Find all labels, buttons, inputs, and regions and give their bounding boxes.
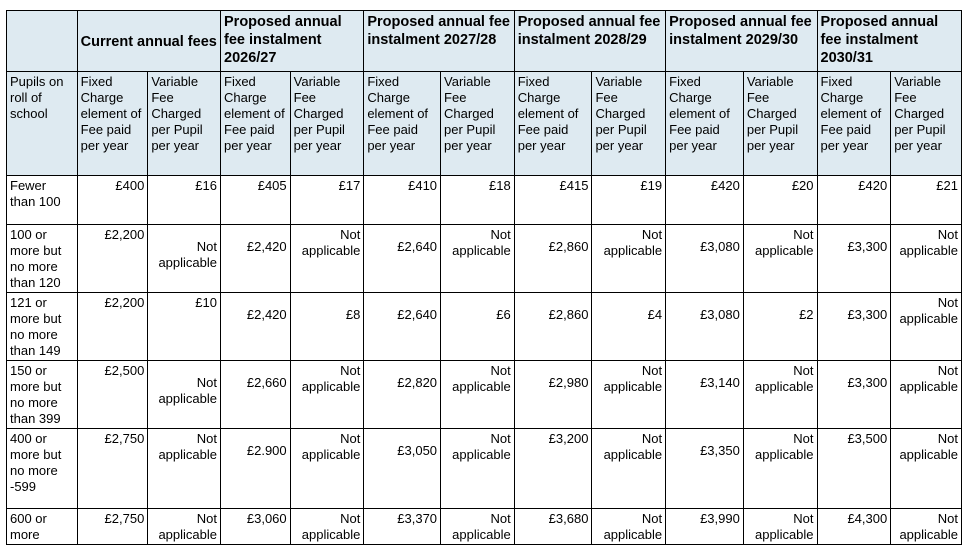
table-cell: £3,500 (817, 429, 891, 509)
table-cell: Not applicable (592, 509, 666, 545)
table-cell: Not applicable (148, 361, 221, 429)
table-cell: £3,680 (514, 509, 592, 545)
table-cell: Not applicable (290, 361, 364, 429)
table-cell: £2,980 (514, 361, 592, 429)
group-header-2030-31: Proposed annual fee instalment 2030/31 (817, 11, 961, 72)
table-cell: £3,060 (221, 509, 291, 545)
table-cell: £420 (817, 176, 891, 225)
variable-header-2026-27: Variable Fee Charged per Pupil per year (290, 72, 364, 176)
variable-header-2028-29: Variable Fee Charged per Pupil per year (592, 72, 666, 176)
table-cell: Not applicable (441, 509, 515, 545)
group-header-2028-29: Proposed annual fee instalment 2028/29 (514, 11, 665, 72)
table-cell: £3,050 (364, 429, 441, 509)
variable-header-2027-28: Variable Fee Charged per Pupil per year (441, 72, 515, 176)
table-cell: £2.900 (221, 429, 291, 509)
table-cell: £3,300 (817, 361, 891, 429)
table-cell: £400 (77, 176, 148, 225)
row-label: Fewer than 100 (7, 176, 78, 225)
table-cell: Not applicable (592, 429, 666, 509)
fixed-header-2030-31: Fixed Charge element of Fee paid per year (817, 72, 891, 176)
table-cell: £2,860 (514, 293, 592, 361)
table-cell: Not applicable (743, 429, 817, 509)
table-row (7, 361, 962, 429)
table-row (7, 176, 962, 225)
table-cell: £3,140 (666, 361, 744, 429)
table-cell: Not applicable (148, 225, 221, 293)
group-header-2027-28: Proposed annual fee instalment 2027/28 (364, 11, 514, 72)
table-cell: £3,200 (514, 429, 592, 509)
pupils-on-roll-header: Pupils on roll of school (7, 72, 78, 176)
variable-header-2030-31: Variable Fee Charged per Pupil per year (891, 72, 962, 176)
table-cell: £2,750 (77, 429, 148, 509)
table-cell: Not applicable (891, 293, 962, 361)
table-cell: Not applicable (891, 509, 962, 545)
variable-header-2029-30: Variable Fee Charged per Pupil per year (743, 72, 817, 176)
table-cell: Not applicable (743, 225, 817, 293)
table-cell: £2,820 (364, 361, 441, 429)
table-cell: Not applicable (290, 509, 364, 545)
current-variable-header: Variable Fee Charged per Pupil per year (148, 72, 221, 176)
table-cell: Not applicable (441, 225, 515, 293)
table-cell: £10 (148, 293, 221, 361)
table-row (7, 293, 962, 361)
table-cell: £2,640 (364, 293, 441, 361)
current-fixed-header: Fixed Charge element of Fee paid per year (77, 72, 148, 176)
table-cell: £2,420 (221, 293, 291, 361)
table-cell: £2,750 (77, 509, 148, 545)
fixed-header-2028-29: Fixed Charge element of Fee paid per year (514, 72, 592, 176)
table-cell: £20 (743, 176, 817, 225)
table-cell: £2,640 (364, 225, 441, 293)
corner-header-empty (7, 11, 78, 72)
table-cell: Not applicable (148, 509, 221, 545)
table-cell: £2,500 (77, 361, 148, 429)
table-cell: £410 (364, 176, 441, 225)
row-label: 121 or more but no more than 149 (7, 293, 78, 361)
group-header-2026-27: Proposed annual fee instalment 2026/27 (221, 11, 364, 72)
table-cell: £415 (514, 176, 592, 225)
fee-table (6, 10, 962, 545)
table-cell: £8 (290, 293, 364, 361)
group-header-current: Current annual fees (77, 11, 220, 72)
row-label: 400 or more but no more -599 (7, 429, 78, 509)
fixed-header-2026-27: Fixed Charge element of Fee paid per year (221, 72, 291, 176)
table-cell: £2,420 (221, 225, 291, 293)
table-cell: £3,990 (666, 509, 744, 545)
table-cell: Not applicable (290, 225, 364, 293)
table-cell: £17 (290, 176, 364, 225)
table-cell: £420 (666, 176, 744, 225)
table-cell: £4 (592, 293, 666, 361)
table-cell: £3,350 (666, 429, 744, 509)
table-cell: Not applicable (743, 361, 817, 429)
table-cell: Not applicable (891, 429, 962, 509)
table-cell: Not applicable (148, 429, 221, 509)
row-label: 150 or more but no more than 399 (7, 361, 78, 429)
table-cell: £21 (891, 176, 962, 225)
table-cell: Not applicable (891, 225, 962, 293)
table-cell: Not applicable (592, 361, 666, 429)
table-cell: £16 (148, 176, 221, 225)
table-cell: £3,080 (666, 293, 744, 361)
table-cell: £19 (592, 176, 666, 225)
table-cell: £3,370 (364, 509, 441, 545)
table-cell: £6 (441, 293, 515, 361)
table-row (7, 225, 962, 293)
table-cell: £3,080 (666, 225, 744, 293)
group-header-2029-30: Proposed annual fee instalment 2029/30 (666, 11, 817, 72)
table-row (7, 509, 962, 545)
table-cell: £2,200 (77, 225, 148, 293)
table-cell: £2 (743, 293, 817, 361)
table-cell: Not applicable (592, 225, 666, 293)
table-cell: Not applicable (441, 429, 515, 509)
row-label: 100 or more but no more than 120 (7, 225, 78, 293)
table-cell: £2,200 (77, 293, 148, 361)
table-row (7, 429, 962, 509)
table-cell: £2,660 (221, 361, 291, 429)
table-cell: Not applicable (290, 429, 364, 509)
table-cell: £3,300 (817, 293, 891, 361)
fixed-header-2029-30: Fixed Charge element of Fee paid per year (666, 72, 744, 176)
table-cell: £18 (441, 176, 515, 225)
row-label: 600 or more (7, 509, 78, 545)
table-cell: £4,300 (817, 509, 891, 545)
fixed-header-2027-28: Fixed Charge element of Fee paid per year (364, 72, 441, 176)
table-cell: £3,300 (817, 225, 891, 293)
table-cell: Not applicable (743, 509, 817, 545)
table-cell: £2,860 (514, 225, 592, 293)
table-cell: £405 (221, 176, 291, 225)
table-cell: Not applicable (441, 361, 515, 429)
table-cell: Not applicable (891, 361, 962, 429)
